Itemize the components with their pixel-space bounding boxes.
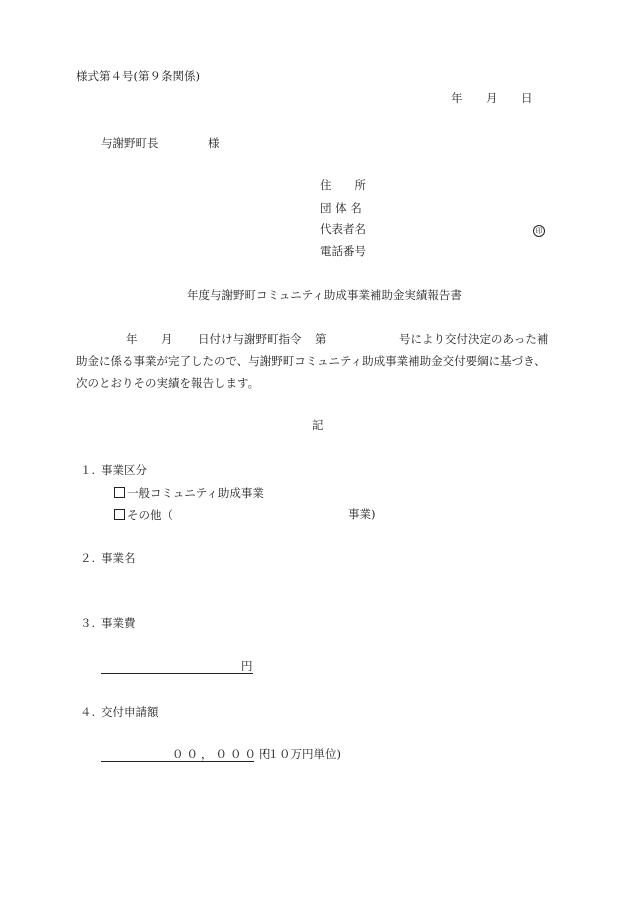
- body-line2: 助金に係る事業が完了したので、与謝野町コミュニティ助成事業補助金交付要綱に基づき、: [76, 354, 546, 368]
- body-dai: 第: [315, 332, 327, 346]
- section-number: １.: [80, 463, 96, 477]
- recipient-name: 与謝野町長: [101, 136, 159, 150]
- body-month: 月: [161, 332, 173, 346]
- checkbox-icon[interactable]: [114, 487, 125, 498]
- document-title: 年度与謝野町コミュニティ助成事業補助金実績報告書: [187, 288, 462, 302]
- option-general[interactable]: [114, 487, 264, 500]
- option-other-suffix: 事業): [348, 507, 376, 521]
- section-number: ４.: [80, 705, 96, 719]
- group-name-label: 団 体 名: [320, 201, 362, 215]
- project-cost-field[interactable]: [101, 661, 253, 674]
- body-line1-text: 日付け与謝野町指令: [198, 332, 302, 346]
- body-line1-rest: 号により交付決定のあった補: [399, 332, 549, 346]
- grant-amount-note: （１０万円単位): [256, 747, 341, 761]
- option-label: その他（: [127, 508, 173, 522]
- date-month: 月: [486, 91, 498, 105]
- body-line3: 次のとおりその実績を報告します。: [76, 376, 260, 390]
- body-year: 年: [126, 332, 138, 346]
- seal-mark: 印: [533, 225, 545, 237]
- section-number: ２.: [80, 551, 96, 565]
- grant-amount-value: ００，０００円: [172, 747, 274, 761]
- recipient-honorific: 様: [208, 136, 220, 150]
- date-day: 日: [521, 91, 533, 105]
- cost-unit: 円: [241, 659, 253, 673]
- section-label: 交付申請額: [101, 705, 159, 719]
- phone-label: 電話番号: [320, 244, 366, 258]
- option-other[interactable]: [114, 509, 173, 522]
- address-label: 住 所: [320, 178, 366, 192]
- date-year: 年: [451, 91, 463, 105]
- option-label: 一般コミュニティ助成事業: [127, 486, 264, 500]
- section-label: 事業区分: [101, 463, 147, 477]
- ki-heading: 記: [312, 418, 324, 432]
- checkbox-icon[interactable]: [114, 509, 125, 520]
- representative-label: 代表者名: [320, 222, 366, 236]
- section-number: ３.: [80, 616, 96, 630]
- section-label: 事業名: [101, 551, 136, 565]
- form-number: 様式第４号(第９条関係): [76, 69, 200, 83]
- section-label: 事業費: [101, 616, 136, 630]
